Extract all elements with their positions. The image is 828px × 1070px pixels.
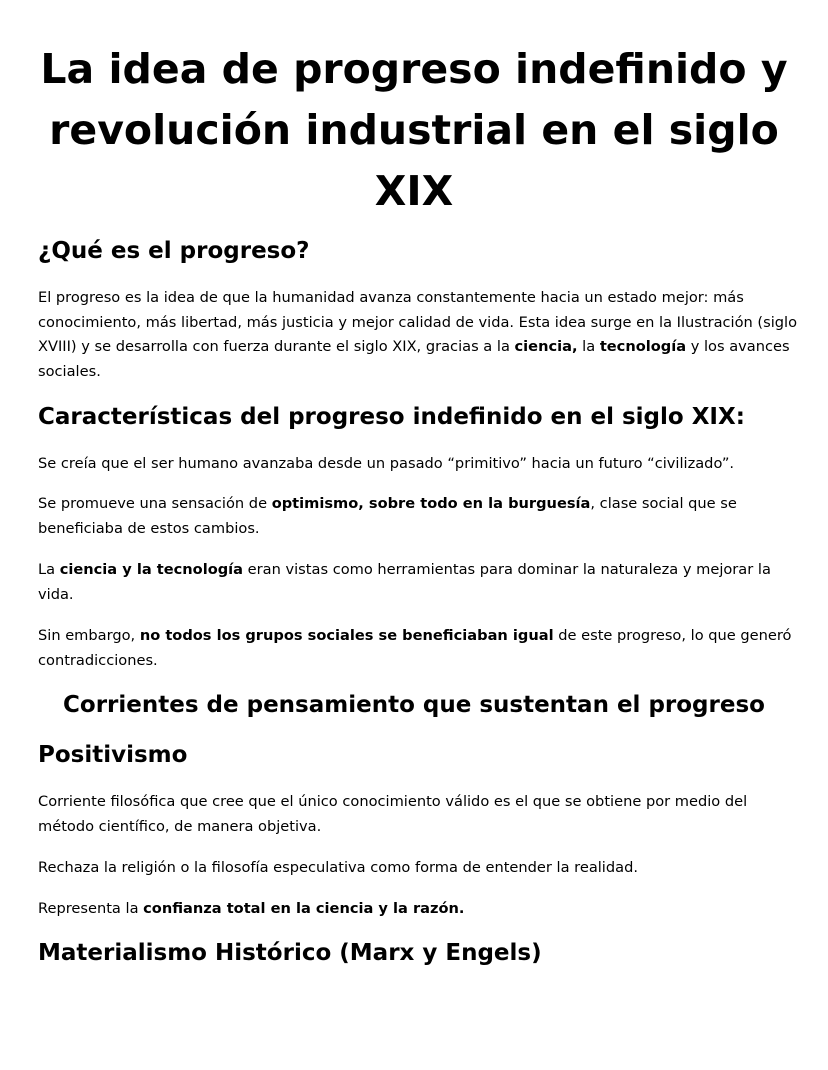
page-title: La idea de progreso indefinido y revolución industrial en el siglo XIX	[40, 45, 788, 215]
bold-text: optimismo, sobre todo en la burguesía	[271, 495, 591, 512]
text: El progreso es la idea de que la humanidad avanza constantemente hacia un estado mejor: más conocimiento, más libertad, más justicia y mejor calidad de vida. Esta idea surge en la Ilustración (siglo XVIII) y se desarrolla con fuerza durante el siglo XIX, gracias a la	[38, 289, 798, 355]
paragraph-rechaza-religion: Rechaza la religión o la filosofía especulativa como forma de entender la realidad.	[38, 859, 638, 876]
paragraph-primitivo-civilizado: Se creía que el ser humano avanzaba desde un pasado “primitivo” hacia un futuro “civilizado”.	[38, 455, 735, 472]
heading-materialismo-historico: Materialismo Histórico (Marx y Engels)	[38, 940, 542, 966]
text: de este progreso, lo que generó contradicciones.	[38, 627, 792, 669]
paragraph-optimismo	[38, 492, 798, 541]
paragraph-contradicciones	[38, 624, 798, 673]
paragraph-positivismo-definicion: Corriente filosófica que cree que el único conocimiento válido es el que se obtiene por medio del método científico, de manera objetiva.	[38, 793, 748, 835]
text: Se promueve una sensación de	[38, 495, 272, 512]
text: La	[38, 561, 60, 578]
text: y los avances sociales.	[38, 338, 790, 380]
text: Sin embargo,	[38, 627, 140, 644]
paragraph-ciencia-tecnologia	[38, 558, 798, 607]
text: la	[577, 338, 600, 355]
bold-text: ciencia y la tecnología	[59, 561, 244, 578]
heading-caracteristicas: Características del progreso indefinido en el siglo XIX:	[38, 404, 745, 430]
bold-text: no todos los grupos sociales se beneficiaban igual	[139, 627, 554, 644]
paragraph-definicion-progreso	[38, 286, 798, 384]
paragraph-confianza-ciencia	[38, 897, 798, 922]
heading-que-es-el-progreso: ¿Qué es el progreso?	[38, 238, 310, 264]
text: Representa la	[38, 900, 144, 917]
heading-positivismo: Positivismo	[38, 742, 188, 768]
text: , clase social que se beneficiaba de estos cambios.	[38, 495, 737, 537]
bold-text: tecnología	[599, 338, 687, 355]
heading-corrientes: Corrientes de pensamiento que sustentan el progreso	[63, 692, 765, 718]
bold-text: ciencia,	[514, 338, 578, 355]
bold-text: confianza total en la ciencia y la razón.	[143, 900, 465, 917]
text: eran vistas como herramientas para dominar la naturaleza y mejorar la vida.	[38, 561, 771, 603]
